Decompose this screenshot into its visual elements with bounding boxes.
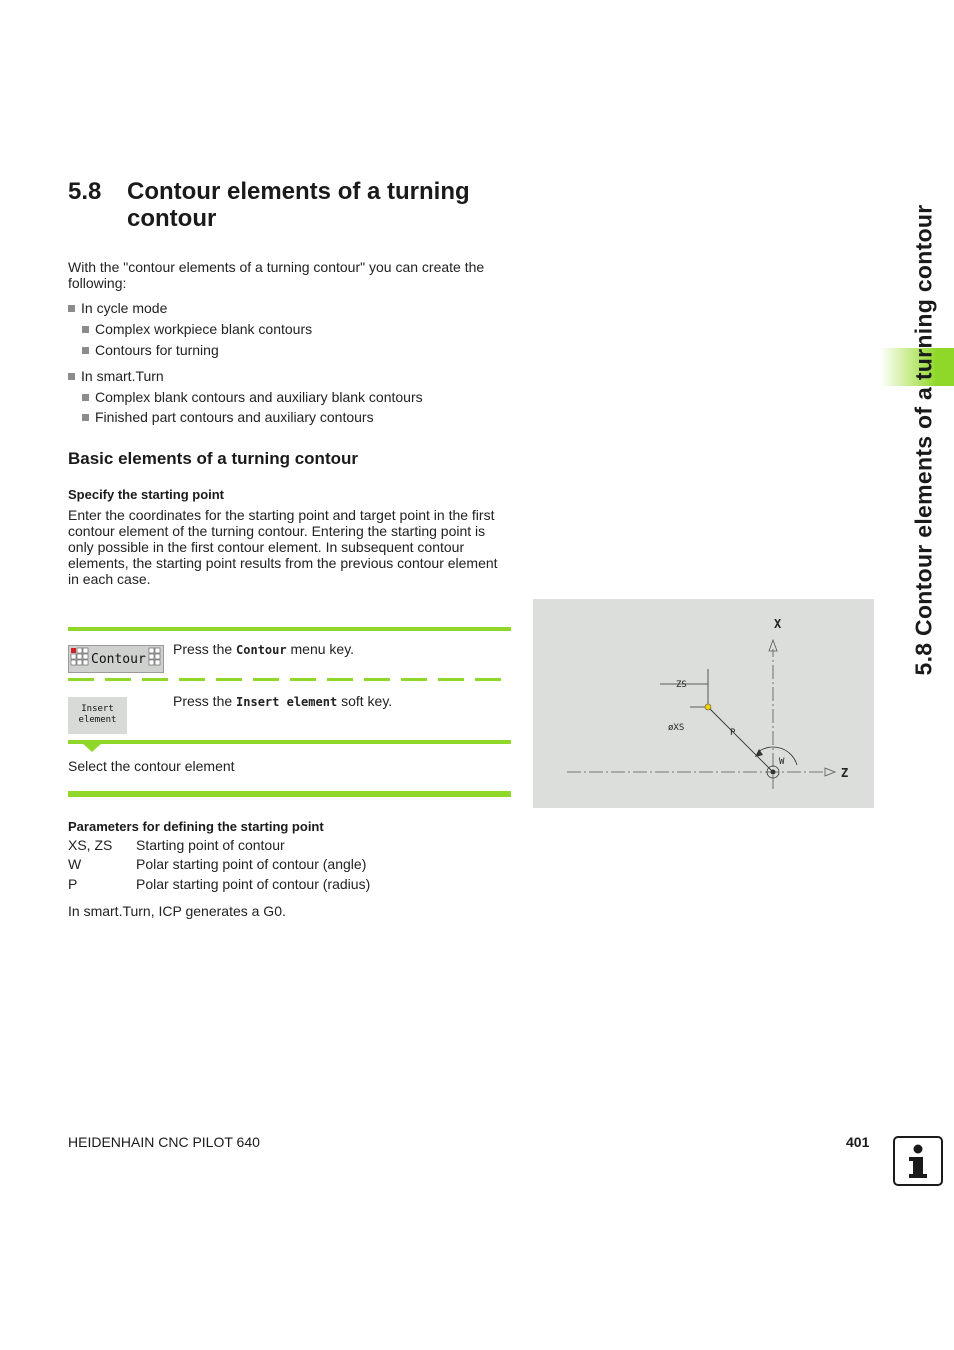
info-icon (893, 1136, 943, 1186)
starting-point-figure (533, 599, 874, 808)
insert-element-softkey[interactable]: Insert element (68, 697, 127, 734)
step-separator-dashed (68, 678, 511, 681)
intro-paragraph: With the "contour elements of a turning contour" you can create the following: (68, 259, 485, 291)
step-box-top-rule (68, 627, 511, 631)
bullet-square-icon (68, 373, 75, 380)
axis-label-x: X (774, 617, 782, 631)
bullet-cycle-mode: In cycle mode (68, 300, 167, 316)
bullet-sub-item: Complex workpiece blank contours (82, 321, 312, 337)
bullet-sub-item: Contours for turning (82, 342, 219, 358)
bullet-square-icon (82, 347, 89, 354)
select-contour-text: Select the contour element (68, 758, 235, 774)
step-box-bottom-rule (68, 791, 511, 797)
starting-point-marker (705, 704, 711, 710)
bullet-smart-turn: In smart.Turn (68, 368, 164, 384)
axis-label-z: Z (841, 766, 849, 780)
label-xs: øXS (668, 723, 685, 733)
step2-text: Press the Insert element soft key. (173, 693, 393, 709)
step2-key-name: Insert element (236, 695, 338, 709)
footer-product: HEIDENHAIN CNC PILOT 640 (68, 1134, 260, 1150)
section-number: 5.8 (68, 178, 102, 205)
parameters-heading: Parameters for defining the starting point (68, 819, 324, 834)
bullet-square-icon (82, 326, 89, 333)
subsection-title: Basic elements of a turning contour (68, 449, 358, 468)
contour-menu-key[interactable] (68, 645, 164, 673)
starting-point-paragraph: Enter the coordinates for the starting point and target point in the first contour element of the turning contour. Entering the starting point is only possible in the first contour element. In subsequent contour elements, the starting point results from the previous contour element in each case. (68, 507, 498, 587)
smart-turn-note: In smart.Turn, ICP generates a G0. (68, 903, 286, 919)
parameter-row: P Polar starting point of contour (radius) (68, 876, 371, 892)
label-zs: ZS (676, 680, 687, 690)
parameter-row: W Polar starting point of contour (angle) (68, 856, 367, 872)
bullet-sub-item: Complex blank contours and auxiliary blank contours (82, 389, 423, 405)
label-w: W (779, 757, 785, 767)
starting-point-heading: Specify the starting point (68, 487, 225, 502)
bullet-square-icon (68, 305, 75, 312)
step1-key-name: Contour (236, 643, 287, 657)
bullet-sub-item: Finished part contours and auxiliary contours (82, 409, 374, 425)
figure-drawing (533, 599, 874, 808)
label-p: P (730, 728, 736, 738)
page-number: 401 (846, 1134, 870, 1150)
parameter-row: XS, ZS Starting point of contour (68, 837, 285, 853)
bullet-square-icon (82, 414, 89, 421)
info-glyph (895, 1138, 941, 1184)
step1-text: Press the Contour menu key. (173, 641, 355, 657)
bullet-square-icon (82, 394, 89, 401)
step-box-middle-rule (68, 740, 511, 744)
contour-key-label: Contour (91, 652, 146, 667)
section-title-text: Contour elements of a turning contour (127, 178, 470, 232)
